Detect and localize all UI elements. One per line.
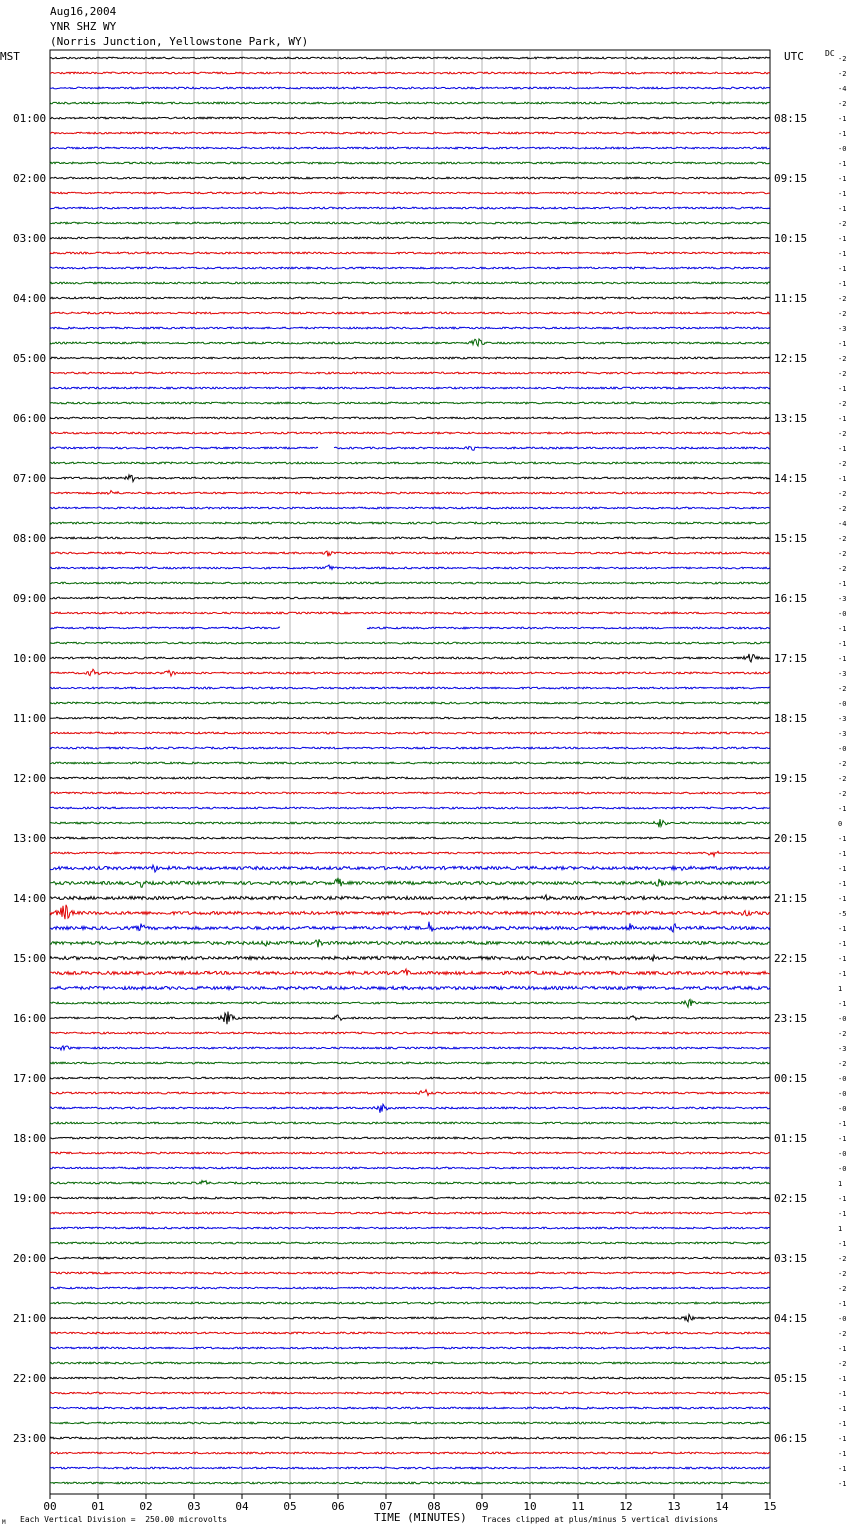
x-tick-label: 12 bbox=[619, 1500, 633, 1513]
hour-label-left: 20:00 bbox=[13, 1252, 47, 1265]
right-timezone-label: UTC bbox=[784, 50, 804, 63]
trace-line bbox=[50, 747, 770, 749]
station-location: (Norris Junction, Yellowstone Park, WY) bbox=[50, 35, 309, 48]
dc-offset-label: -2 bbox=[838, 220, 847, 228]
dc-offset-label: -2 bbox=[838, 1270, 847, 1278]
trace-line bbox=[50, 1104, 770, 1113]
hour-label-right: 23:15 bbox=[774, 1012, 808, 1025]
trace-line bbox=[50, 1046, 770, 1050]
hour-label-left: 19:00 bbox=[13, 1192, 47, 1205]
dc-offset-label: -2 bbox=[838, 355, 847, 363]
dc-offset-label: -0 bbox=[838, 610, 847, 618]
trace-line bbox=[50, 267, 770, 269]
hour-label-right: 20:15 bbox=[774, 832, 808, 845]
hour-label-right: 08:15 bbox=[774, 112, 808, 125]
trace-line bbox=[50, 627, 770, 629]
trace-line bbox=[50, 507, 770, 509]
trace-line bbox=[50, 986, 770, 989]
hour-label-right: 15:15 bbox=[774, 532, 808, 545]
dc-offset-label: -1 bbox=[838, 805, 847, 813]
dc-offset-label: -1 bbox=[838, 1420, 847, 1428]
dc-offset-label: -1 bbox=[838, 1195, 847, 1203]
trace-line bbox=[50, 417, 770, 419]
trace-line bbox=[50, 432, 770, 434]
hour-label-left: 18:00 bbox=[13, 1132, 47, 1145]
trace-line bbox=[50, 895, 770, 900]
dc-offset-label: -1 bbox=[838, 175, 847, 183]
trace-line bbox=[50, 612, 770, 614]
trace-line bbox=[50, 999, 770, 1007]
dc-offset-label: -4 bbox=[838, 85, 847, 93]
trace-line bbox=[50, 446, 770, 450]
trace-line bbox=[50, 237, 770, 239]
dc-offset-label: -1 bbox=[838, 1450, 847, 1458]
dc-offset-label: -1 bbox=[838, 205, 847, 213]
trace-line bbox=[50, 1437, 770, 1439]
dc-offset-label: -1 bbox=[838, 1345, 847, 1353]
trace-line bbox=[50, 102, 770, 104]
dc-offset-label: -1 bbox=[838, 1120, 847, 1128]
trace-line bbox=[50, 282, 770, 284]
trace-line bbox=[50, 462, 770, 464]
dc-offset-label: -1 bbox=[838, 1000, 847, 1008]
dc-offset-label: -1 bbox=[838, 280, 847, 288]
trace-line bbox=[50, 1152, 770, 1154]
trace-line bbox=[50, 922, 770, 932]
dc-offset-label: -3 bbox=[838, 670, 847, 678]
dc-offset-label: -2 bbox=[838, 760, 847, 768]
trace-line bbox=[50, 1257, 770, 1259]
trace-line bbox=[50, 702, 770, 704]
hour-label-left: 23:00 bbox=[13, 1432, 47, 1445]
dc-offset-label: -1 bbox=[838, 580, 847, 588]
dc-offset-label: 1 bbox=[838, 1180, 843, 1188]
hour-label-right: 05:15 bbox=[774, 1372, 808, 1385]
hour-label-left: 01:00 bbox=[13, 112, 47, 125]
dc-offset-label: -1 bbox=[838, 1465, 847, 1473]
hour-label-right: 13:15 bbox=[774, 412, 808, 425]
hour-label-left: 02:00 bbox=[13, 172, 47, 185]
trace-line bbox=[50, 597, 770, 599]
dc-offset-label: -1 bbox=[838, 655, 847, 663]
hour-label-left: 13:00 bbox=[13, 832, 47, 845]
dc-offset-label: -1 bbox=[838, 1375, 847, 1383]
trace-line bbox=[50, 1122, 770, 1124]
hour-label-right: 14:15 bbox=[774, 472, 808, 485]
dc-offset-label: -2 bbox=[838, 565, 847, 573]
x-tick-label: 05 bbox=[283, 1500, 297, 1513]
trace-line bbox=[50, 865, 770, 872]
dc-offset-label: -1 bbox=[838, 895, 847, 903]
dc-offset-label: -2 bbox=[838, 310, 847, 318]
dc-offset-label: -2 bbox=[838, 55, 847, 63]
trace-line bbox=[50, 792, 770, 794]
dc-offset-label: -2 bbox=[838, 1255, 847, 1263]
trace-line bbox=[50, 1137, 770, 1139]
hour-label-right: 19:15 bbox=[774, 772, 808, 785]
dc-offset-label: -0 bbox=[838, 145, 847, 153]
clip-note: Traces clipped at plus/minus 5 vertical divisions bbox=[482, 1515, 719, 1524]
hour-label-left: 04:00 bbox=[13, 292, 47, 305]
hour-label-right: 09:15 bbox=[774, 172, 808, 185]
trace-line bbox=[50, 669, 770, 676]
hour-label-right: 02:15 bbox=[774, 1192, 808, 1205]
x-tick-label: 10 bbox=[523, 1500, 537, 1513]
dc-offset-label: -0 bbox=[838, 1090, 847, 1098]
dc-offset-label: -2 bbox=[838, 295, 847, 303]
hour-label-left: 03:00 bbox=[13, 232, 47, 245]
hour-label-right: 11:15 bbox=[774, 292, 808, 305]
trace-line bbox=[50, 117, 770, 119]
x-tick-label: 14 bbox=[715, 1500, 729, 1513]
trace-line bbox=[50, 955, 770, 961]
hour-label-right: 17:15 bbox=[774, 652, 808, 665]
trace-line bbox=[50, 642, 770, 644]
dc-offset-label: -2 bbox=[838, 1285, 847, 1293]
trace-line bbox=[50, 717, 770, 719]
hour-label-right: 22:15 bbox=[774, 952, 808, 965]
dc-offset-label: -3 bbox=[838, 1045, 847, 1053]
x-tick-label: 15 bbox=[763, 1500, 777, 1513]
dc-offset-label: -1 bbox=[838, 1135, 847, 1143]
dc-offset-label: -3 bbox=[838, 325, 847, 333]
dc-offset-label: -5 bbox=[838, 910, 847, 918]
trace-line bbox=[50, 1227, 770, 1229]
trace-line bbox=[50, 57, 770, 59]
trace-line bbox=[50, 475, 770, 482]
x-tick-label: 08 bbox=[427, 1500, 441, 1513]
scale-note: Each Vertical Division = 250.00 microvolts bbox=[20, 1515, 228, 1524]
x-tick-label: 13 bbox=[667, 1500, 681, 1513]
hour-label-right: 04:15 bbox=[774, 1312, 808, 1325]
trace-line bbox=[50, 339, 770, 346]
trace-line bbox=[50, 1090, 770, 1096]
x-tick-label: 03 bbox=[187, 1500, 201, 1513]
trace-line bbox=[50, 1407, 770, 1409]
dc-offset-label: -0 bbox=[838, 1015, 847, 1023]
dc-offset-label: -1 bbox=[838, 850, 847, 858]
dc-offset-label: -0 bbox=[838, 1105, 847, 1113]
trace-line bbox=[50, 192, 770, 194]
dc-offset-label: -2 bbox=[838, 550, 847, 558]
trace-line bbox=[50, 1032, 770, 1034]
dc-offset-label: -4 bbox=[838, 520, 847, 528]
dc-offset-label: -2 bbox=[838, 685, 847, 693]
trace-line bbox=[50, 837, 770, 839]
hour-label-left: 09:00 bbox=[13, 592, 47, 605]
trace-line bbox=[50, 132, 770, 134]
dc-offset-label: -1 bbox=[838, 970, 847, 978]
trace-line bbox=[50, 565, 770, 569]
dc-offset-label: -1 bbox=[838, 1390, 847, 1398]
hour-label-left: 08:00 bbox=[13, 532, 47, 545]
hour-label-left: 17:00 bbox=[13, 1072, 47, 1085]
hour-label-left: 10:00 bbox=[13, 652, 47, 665]
dc-offset-label: -1 bbox=[838, 955, 847, 963]
dc-offset-label: -0 bbox=[838, 1165, 847, 1173]
trace-line bbox=[50, 1347, 770, 1349]
trace-line bbox=[50, 969, 770, 975]
x-axis-title: TIME (MINUTES) bbox=[374, 1511, 467, 1524]
trace-line bbox=[50, 687, 770, 689]
dc-offset-label: -1 bbox=[838, 1405, 847, 1413]
trace-line bbox=[50, 1181, 770, 1185]
trace-line bbox=[50, 1392, 770, 1394]
x-tick-label: 11 bbox=[571, 1500, 585, 1513]
footer-mark: M bbox=[2, 1519, 6, 1526]
dc-offset-label: -0 bbox=[838, 700, 847, 708]
dc-offset-label: -2 bbox=[838, 1060, 847, 1068]
trace-line bbox=[50, 177, 770, 179]
x-tick-label: 01 bbox=[91, 1500, 105, 1513]
trace-line bbox=[50, 654, 770, 662]
dc-offset-label: -2 bbox=[838, 370, 847, 378]
trace-line bbox=[50, 87, 770, 89]
dc-offset-label: 1 bbox=[838, 1225, 843, 1233]
trace-line bbox=[50, 1362, 770, 1364]
trace-line bbox=[50, 207, 770, 209]
x-tick-label: 02 bbox=[139, 1500, 153, 1513]
trace-line bbox=[50, 1302, 770, 1304]
trace-line bbox=[50, 297, 770, 299]
dc-offset-label: -0 bbox=[838, 745, 847, 753]
x-tick-label: 00 bbox=[43, 1500, 57, 1513]
dc-offset-label: -1 bbox=[838, 1210, 847, 1218]
hour-label-right: 10:15 bbox=[774, 232, 808, 245]
trace-line bbox=[50, 222, 770, 224]
x-tick-label: 09 bbox=[475, 1500, 489, 1513]
dc-offset-label: -3 bbox=[838, 715, 847, 723]
dc-offset-label: -1 bbox=[838, 265, 847, 273]
trace-line bbox=[50, 1167, 770, 1169]
trace-line bbox=[50, 1287, 770, 1289]
trace-line bbox=[50, 1012, 770, 1025]
trace-line bbox=[50, 1272, 770, 1274]
dc-offset-label: -1 bbox=[838, 1480, 847, 1488]
trace-line bbox=[50, 147, 770, 149]
dc-offset-label: -1 bbox=[838, 925, 847, 933]
x-tick-label: 04 bbox=[235, 1500, 249, 1513]
dc-offset-label: -2 bbox=[838, 400, 847, 408]
dc-offset-label: -1 bbox=[838, 115, 847, 123]
dc-offset-label: -1 bbox=[838, 250, 847, 258]
dc-offset-label: -1 bbox=[838, 235, 847, 243]
dc-offset-label: -2 bbox=[838, 1330, 847, 1338]
dc-offset-label: 0 bbox=[838, 820, 843, 828]
dc-offset-label: -2 bbox=[838, 775, 847, 783]
dc-offset-label: -1 bbox=[838, 1435, 847, 1443]
dc-offset-label: -1 bbox=[838, 415, 847, 423]
dc-offset-label: -2 bbox=[838, 1360, 847, 1368]
trace-line bbox=[50, 402, 770, 404]
dc-offset-label: -1 bbox=[838, 475, 847, 483]
dc-offset-label: -0 bbox=[838, 1075, 847, 1083]
dc-offset-label: -2 bbox=[838, 460, 847, 468]
trace-line bbox=[50, 1332, 770, 1334]
plot-date: Aug16,2004 bbox=[50, 5, 117, 18]
trace-line bbox=[50, 1197, 770, 1199]
trace-line bbox=[50, 1467, 770, 1469]
hour-label-left: 05:00 bbox=[13, 352, 47, 365]
trace-line bbox=[50, 939, 770, 947]
left-timezone-label: MST bbox=[0, 50, 20, 63]
dc-offset-label: -1 bbox=[838, 625, 847, 633]
trace-line bbox=[50, 777, 770, 779]
trace-line bbox=[50, 522, 770, 524]
x-tick-label: 06 bbox=[331, 1500, 345, 1513]
hour-label-right: 21:15 bbox=[774, 892, 808, 905]
trace-line bbox=[50, 252, 770, 254]
trace-line bbox=[50, 762, 770, 764]
trace-line bbox=[50, 732, 770, 734]
dc-offset-label: -2 bbox=[838, 100, 847, 108]
dc-offset-label: -1 bbox=[838, 640, 847, 648]
dc-offset-label: -1 bbox=[838, 160, 847, 168]
dc-offset-label: -2 bbox=[838, 535, 847, 543]
trace-line bbox=[50, 551, 770, 556]
trace-line bbox=[50, 537, 770, 539]
dc-offset-label: -2 bbox=[838, 490, 847, 498]
dc-offset-label: -1 bbox=[838, 880, 847, 888]
trace-line bbox=[50, 72, 770, 74]
hour-label-left: 21:00 bbox=[13, 1312, 47, 1325]
hour-label-left: 11:00 bbox=[13, 712, 47, 725]
dc-offset-label: -1 bbox=[838, 445, 847, 453]
trace-line bbox=[50, 1377, 770, 1379]
station-code: YNR SHZ WY bbox=[50, 20, 117, 33]
plot-frame bbox=[50, 50, 770, 1494]
dc-offset-label: -2 bbox=[838, 430, 847, 438]
hour-label-right: 16:15 bbox=[774, 592, 808, 605]
dc-offset-label: 1 bbox=[838, 985, 843, 993]
trace-line bbox=[50, 162, 770, 164]
trace-line bbox=[50, 1315, 770, 1322]
trace-line bbox=[50, 819, 770, 827]
hour-label-right: 12:15 bbox=[774, 352, 808, 365]
dc-offset-label: -2 bbox=[838, 1030, 847, 1038]
dc-offset-label: -3 bbox=[838, 595, 847, 603]
trace-line bbox=[50, 312, 770, 314]
trace-line bbox=[50, 1062, 770, 1064]
trace-line bbox=[50, 582, 770, 584]
hour-label-right: 03:15 bbox=[774, 1252, 808, 1265]
trace-line bbox=[50, 491, 770, 495]
hour-label-left: 06:00 bbox=[13, 412, 47, 425]
dc-offset-label: -1 bbox=[838, 1300, 847, 1308]
trace-line bbox=[50, 357, 770, 359]
trace-line bbox=[50, 905, 770, 919]
dc-offset-label: -2 bbox=[838, 70, 847, 78]
hour-label-right: 01:15 bbox=[774, 1132, 808, 1145]
trace-line bbox=[50, 372, 770, 374]
dc-offset-label: -0 bbox=[838, 1150, 847, 1158]
hour-label-left: 07:00 bbox=[13, 472, 47, 485]
hour-label-right: 06:15 bbox=[774, 1432, 808, 1445]
trace-line bbox=[50, 387, 770, 389]
dc-offset-label: -2 bbox=[838, 505, 847, 513]
x-tick-label: 07 bbox=[379, 1500, 393, 1513]
trace-line bbox=[50, 1212, 770, 1214]
hour-label-right: 18:15 bbox=[774, 712, 808, 725]
hour-label-left: 22:00 bbox=[13, 1372, 47, 1385]
dc-offset-label: -1 bbox=[838, 130, 847, 138]
dc-offset-label: -0 bbox=[838, 1315, 847, 1323]
trace-line bbox=[50, 327, 770, 329]
trace-line bbox=[50, 878, 770, 888]
trace-line bbox=[50, 1422, 770, 1424]
trace-line bbox=[50, 1482, 770, 1484]
trace-line bbox=[50, 1077, 770, 1079]
trace-line bbox=[50, 851, 770, 856]
dc-offset-label: -1 bbox=[838, 865, 847, 873]
dc-offset-label: -1 bbox=[838, 190, 847, 198]
hour-label-left: 12:00 bbox=[13, 772, 47, 785]
hour-label-left: 14:00 bbox=[13, 892, 47, 905]
dc-offset-label: -1 bbox=[838, 940, 847, 948]
hour-label-right: 00:15 bbox=[774, 1072, 808, 1085]
trace-line bbox=[50, 807, 770, 809]
hour-label-left: 16:00 bbox=[13, 1012, 47, 1025]
trace-line bbox=[50, 1242, 770, 1244]
dc-offset-label: -2 bbox=[838, 790, 847, 798]
dc-offset-label: -1 bbox=[838, 1240, 847, 1248]
dc-offset-label: -1 bbox=[838, 340, 847, 348]
dc-offset-label: -3 bbox=[838, 730, 847, 738]
dc-label: DC bbox=[825, 49, 835, 58]
dc-offset-label: -1 bbox=[838, 835, 847, 843]
hour-label-left: 15:00 bbox=[13, 952, 47, 965]
dc-offset-label: -1 bbox=[838, 385, 847, 393]
trace-line bbox=[50, 1452, 770, 1454]
